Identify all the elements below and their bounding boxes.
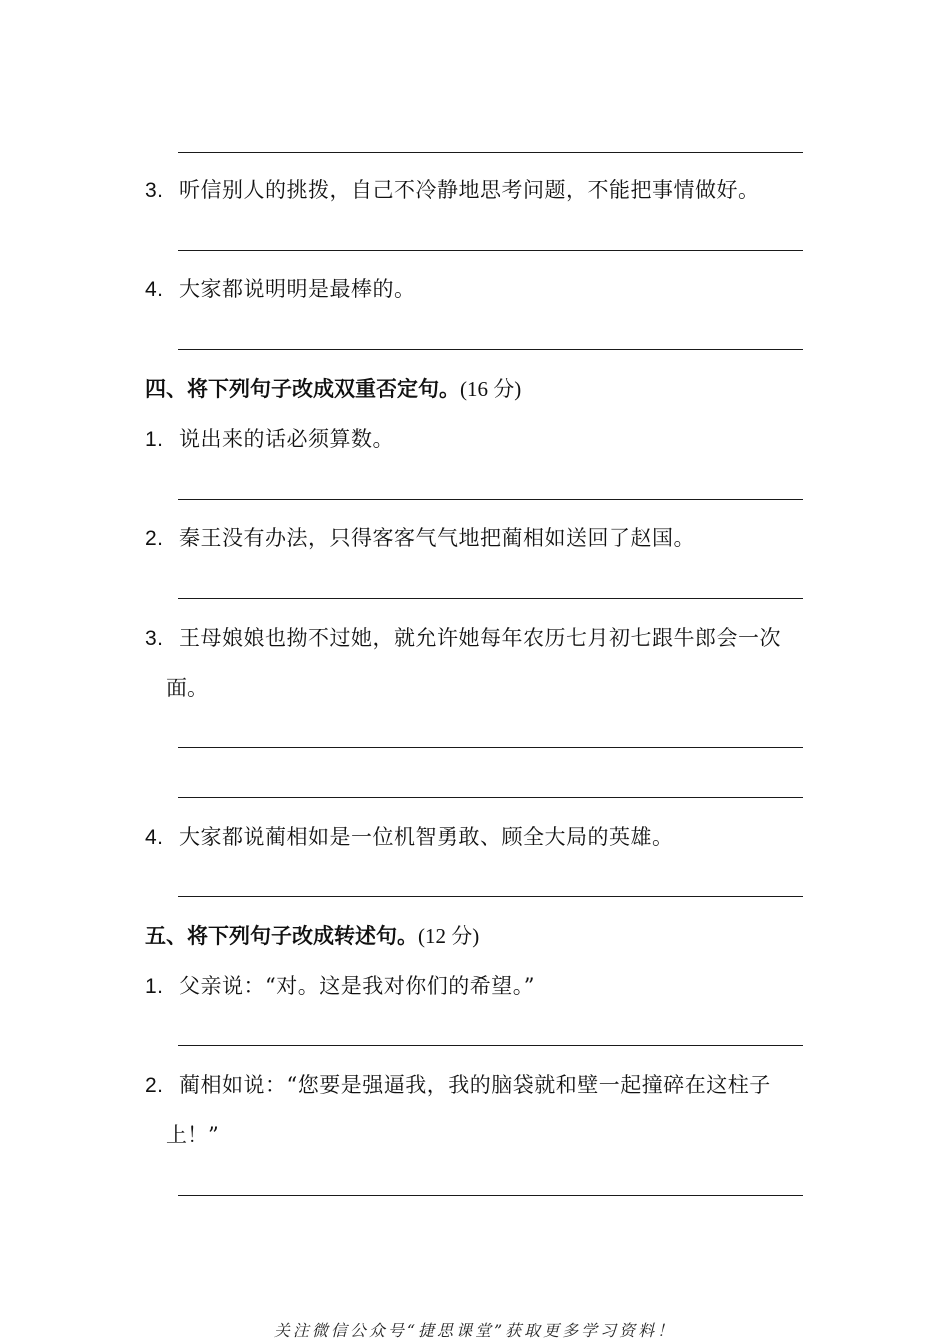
question-number: 3.: [145, 179, 164, 202]
question-text-continued: 面。: [166, 676, 208, 700]
question-text: 大家都说明明是最棒的。: [179, 277, 416, 301]
section-title: 五、将下列句子改成转述句。: [145, 924, 418, 948]
section-points: (16 分): [460, 377, 522, 401]
footer-note: 关注微信公众号“捷思课堂”获取更多学习资料！: [273, 1321, 677, 1340]
question-number: 4.: [145, 826, 164, 849]
section-5-heading: [145, 921, 479, 951]
s4-question-2: [145, 523, 695, 554]
s4-question-1: [145, 424, 394, 455]
question-3: [145, 175, 760, 206]
question-text: 秦王没有办法，只得客客气气地把蔺相如送回了赵国。: [179, 526, 695, 550]
section-4-heading: [145, 374, 521, 404]
answer-line[interactable]: [178, 250, 803, 251]
s4-question-4: [145, 822, 674, 853]
question-4: [145, 274, 416, 305]
question-number: 4.: [145, 278, 164, 301]
s5-question-1: [145, 971, 535, 1002]
question-text: 蔺相如说：“您要是强逼我，我的脑袋就和壁一起撞碎在这柱子: [179, 1073, 771, 1097]
question-number: 1.: [145, 975, 164, 998]
answer-line[interactable]: [178, 1045, 803, 1046]
question-number: 1.: [145, 428, 164, 451]
question-text-continued: 上！”: [166, 1123, 219, 1147]
section-points: (12 分): [418, 924, 480, 948]
question-text: 大家都说蔺相如是一位机智勇敢、顾全大局的英雄。: [179, 825, 674, 849]
question-number: 2.: [145, 527, 164, 550]
answer-line[interactable]: [178, 797, 803, 798]
s5-question-2: [145, 1070, 771, 1101]
answer-line[interactable]: [178, 747, 803, 748]
section-title: 四、将下列句子改成双重否定句。: [145, 377, 460, 401]
answer-line[interactable]: [178, 349, 803, 350]
answer-line[interactable]: [178, 152, 803, 153]
answer-line[interactable]: [178, 598, 803, 599]
question-text: 听信别人的挑拨，自己不冷静地思考问题，不能把事情做好。: [179, 178, 760, 202]
question-text: 王母娘娘也拗不过她，就允许她每年农历七月初七跟牛郎会一次: [179, 626, 781, 650]
question-text: 父亲说：“对。这是我对你们的希望。”: [179, 974, 535, 998]
s4-question-3: [145, 623, 781, 654]
question-text: 说出来的话必须算数。: [179, 427, 394, 451]
answer-line[interactable]: [178, 896, 803, 897]
answer-line[interactable]: [178, 499, 803, 500]
question-number: 2.: [145, 1074, 164, 1097]
answer-line[interactable]: [178, 1195, 803, 1196]
question-number: 3.: [145, 627, 164, 650]
